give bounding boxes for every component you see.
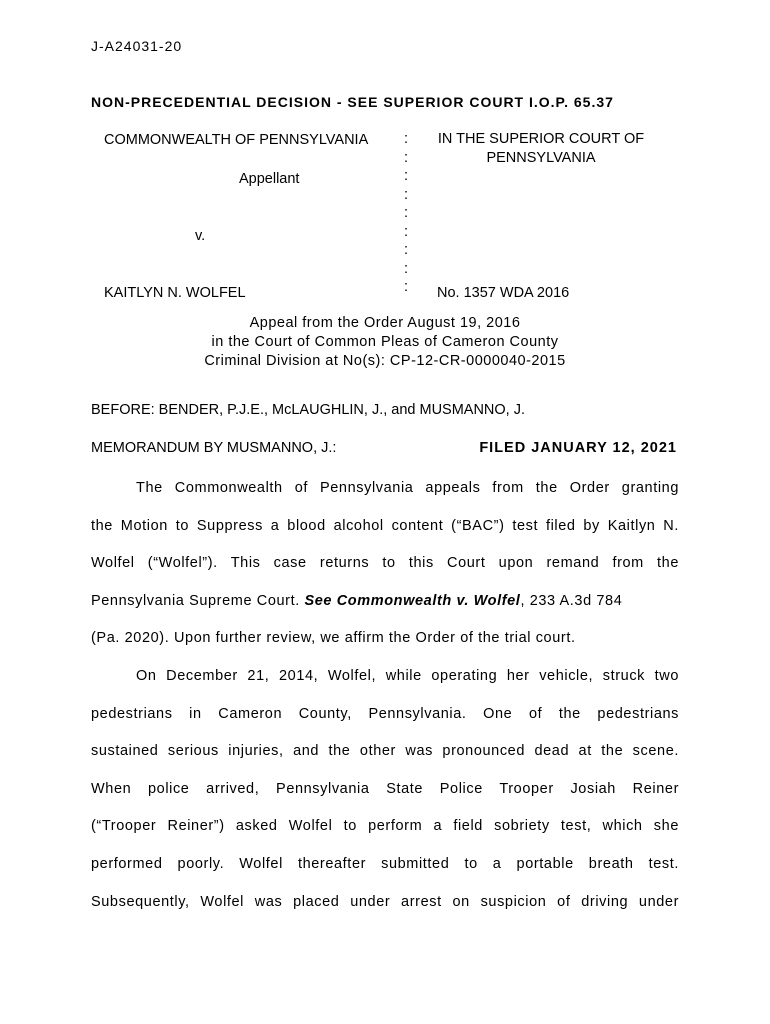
body-line: Subsequently, Wolfel was placed under arrest on suspicion of driving under	[91, 893, 679, 910]
non-precedential-header: NON-PRECEDENTIAL DECISION - SEE SUPERIOR COURT I.O.P. 65.37	[91, 94, 614, 110]
body-line: The Commonwealth of Pennsylvania appeals from the Order granting	[136, 480, 679, 496]
body-line: sustained serious injuries, and the other was pronounced dead at the scene.	[91, 743, 679, 760]
appeal-from-line2: in the Court of Common Pleas of Cameron County	[211, 334, 559, 350]
court-name-line2: PENNSYLVANIA	[486, 150, 596, 166]
caption-divider: : : : : : : : : :	[404, 131, 409, 295]
appeal-from-block	[0, 314, 770, 371]
panel-before: BEFORE: BENDER, P.J.E., McLAUGHLIN, J., and MUSMANNO, J.	[91, 402, 526, 418]
body-line: Wolfel (“Wolfel”). This case returns to this Court upon remand from the	[91, 555, 679, 572]
body-line: performed poorly. Wolfel thereafter submitted to a portable breath test.	[91, 855, 679, 872]
court-name	[421, 130, 661, 168]
court-name-line1: IN THE SUPERIOR COURT OF	[437, 131, 645, 147]
citation-suffix: , 233 A.3d 784	[520, 592, 623, 609]
filed-date: FILED JANUARY 12, 2021	[479, 440, 677, 456]
body-line: When police arrived, Pennsylvania State Police Trooper Josiah Reiner	[91, 780, 679, 797]
body-line: pedestrians in Cameron County, Pennsylvania. One of the pedestrians	[91, 705, 679, 722]
body-line: On December 21, 2014, Wolfel, while operating her vehicle, struck two	[136, 667, 679, 684]
case-caption	[91, 130, 691, 305]
memorandum-author: MEMORANDUM BY MUSMANNO, J.:	[91, 440, 337, 456]
versus-label: v.	[195, 228, 206, 244]
body-line: (Pa. 2020). Upon further review, we affirm the Order of the trial court.	[91, 630, 576, 647]
body-line: the Motion to Suppress a blood alcohol content (“BAC”) test filed by Kaitlyn N.	[91, 517, 679, 534]
case-citation: See Commonwealth v. Wolfel	[304, 592, 521, 609]
opinion-body	[91, 477, 679, 928]
party-defendant: KAITLYN N. WOLFEL	[104, 285, 246, 301]
body-line-citation	[91, 590, 679, 628]
document-id: J-A24031-20	[91, 38, 183, 54]
party-role: Appellant	[239, 171, 300, 187]
appeal-from-line1: Appeal from the Order August 19, 2016	[249, 315, 521, 331]
citation-prefix: Pennsylvania Supreme Court.	[91, 592, 305, 609]
party-commonwealth: COMMONWEALTH OF PENNSYLVANIA	[104, 132, 369, 148]
docket-number: No. 1357 WDA 2016	[437, 285, 570, 301]
appeal-from-line3: Criminal Division at No(s): CP-12-CR-0000040-2015	[204, 353, 566, 369]
body-line: (“Trooper Reiner”) asked Wolfel to perform a field sobriety test, which she	[91, 818, 679, 835]
